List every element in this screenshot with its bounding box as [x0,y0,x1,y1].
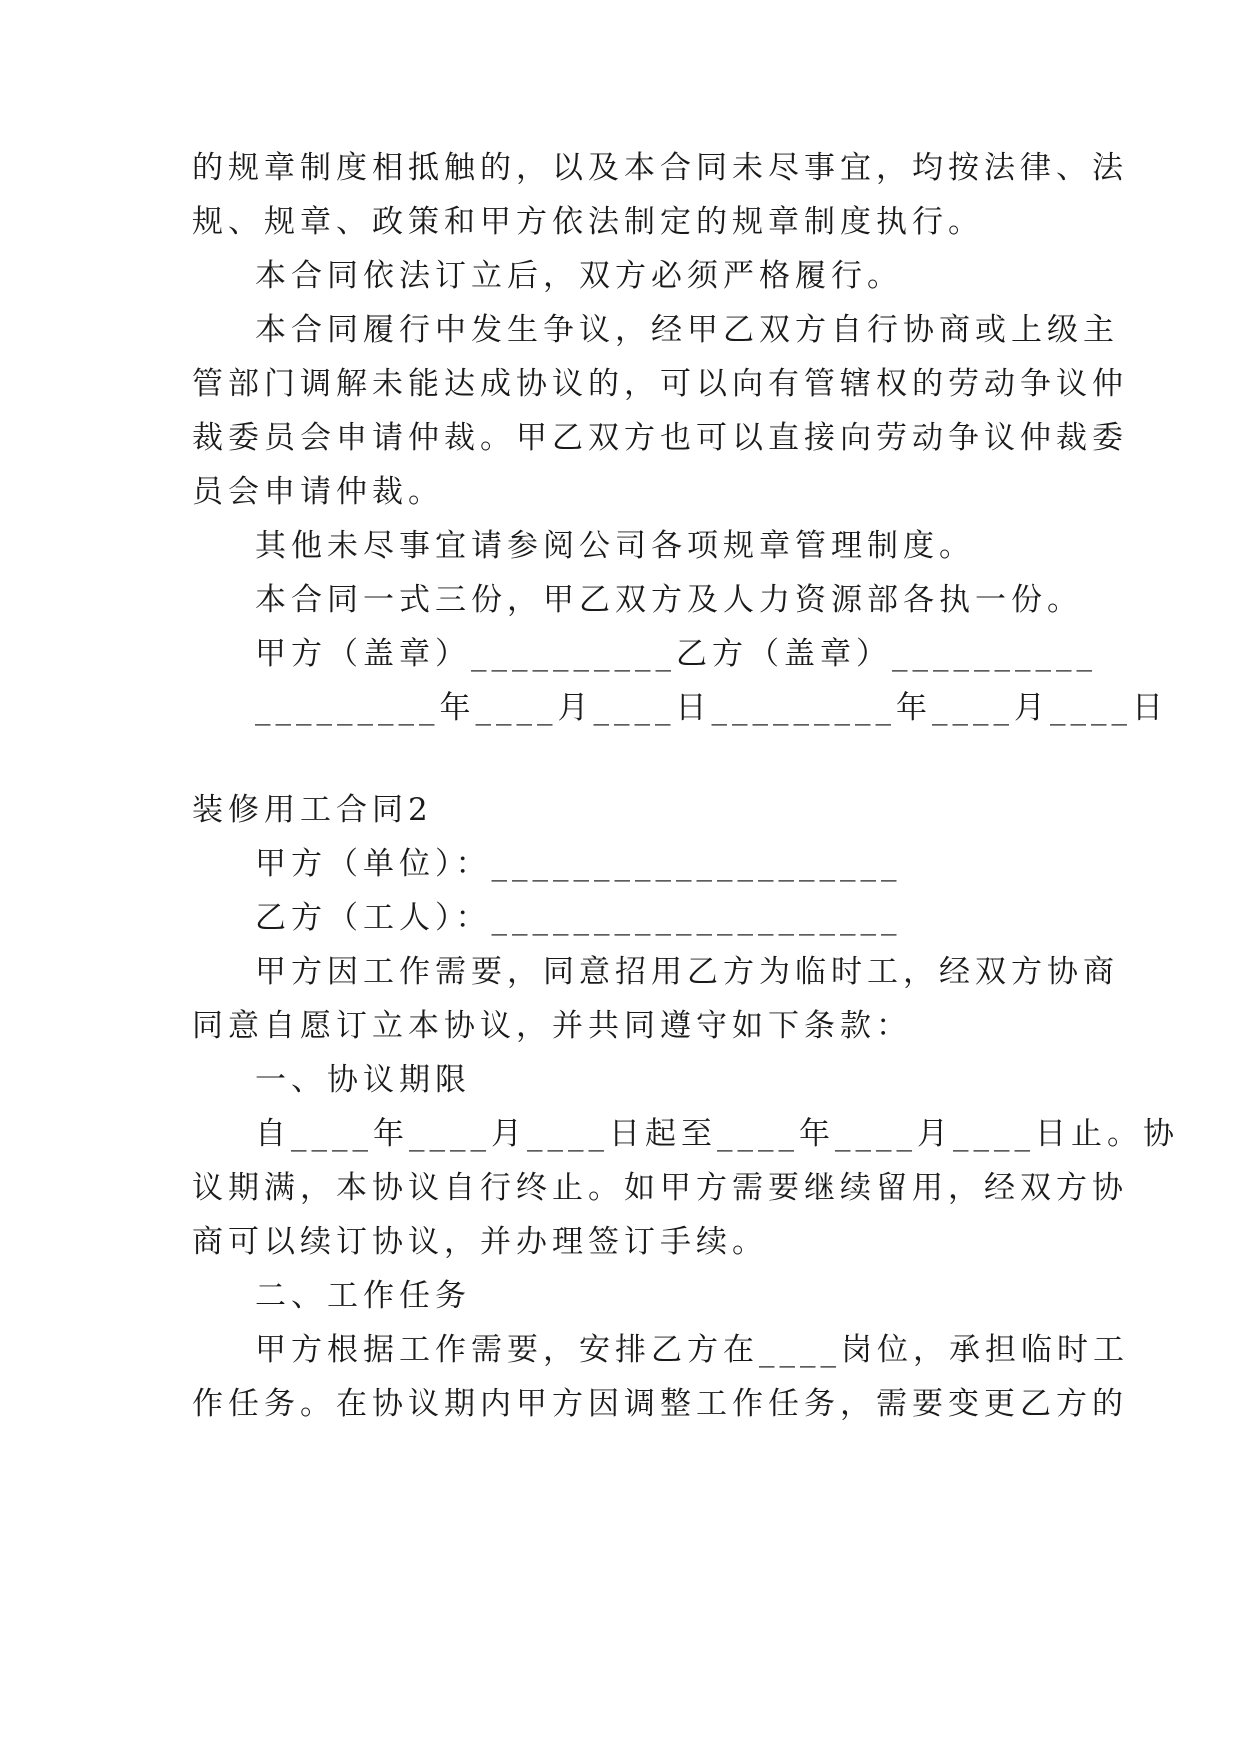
paragraph-line: 本合同依法订立后，双方必须严格履行。 [255,258,903,294]
party-a-line: 甲方（单位）：____________________ [255,846,902,882]
paragraph-line: 管部门调解未能达成协议的，可以向有管辖权的劳动争议仲 [192,366,1128,402]
paragraph-line: 其他未尽事宜请参阅公司各项规章管理制度。 [255,528,975,564]
date-line: _________年____月____日_________年____月____日 [255,690,1168,726]
party-b-line: 乙方（工人）：____________________ [255,900,902,936]
paragraph-line: 本合同一式三份，甲乙双方及人力资源部各执一份。 [255,582,1083,618]
paragraph-line: 甲方根据工作需要，安排乙方在____岗位，承担临时工 [255,1332,1129,1368]
paragraph-line: 规、规章、政策和甲方依法制定的规章制度执行。 [192,204,984,240]
section-title: 装修用工合同2 [192,792,433,828]
paragraph-line: 作任务。在协议期内甲方因调整工作任务，需要变更乙方的 [192,1386,1128,1422]
paragraph-line: 议期满，本协议自行终止。如甲方需要继续留用，经双方协 [192,1170,1128,1206]
paragraph-line: 本合同履行中发生争议，经甲乙双方自行协商或上级主 [255,312,1119,348]
clause-heading: 一、协议期限 [255,1062,471,1098]
paragraph-line: 商可以续订协议，并办理签订手续。 [192,1224,768,1260]
clause-heading: 二、工作任务 [255,1278,471,1314]
paragraph-line: 的规章制度相抵触的，以及本合同未尽事宜，均按法律、法 [192,150,1128,186]
paragraph-line: 自____年____月____日起至____年____月____日止。协 [255,1116,1179,1152]
signature-line: 甲方（盖章）__________乙方（盖章）__________ [255,636,1097,672]
paragraph-line: 员会申请仲裁。 [192,474,444,510]
paragraph-line: 甲方因工作需要，同意招用乙方为临时工，经双方协商 [255,954,1119,990]
paragraph-line: 同意自愿订立本协议，并共同遵守如下条款： [192,1008,912,1044]
paragraph-line: 裁委员会申请仲裁。甲乙双方也可以直接向劳动争议仲裁委 [192,420,1128,456]
